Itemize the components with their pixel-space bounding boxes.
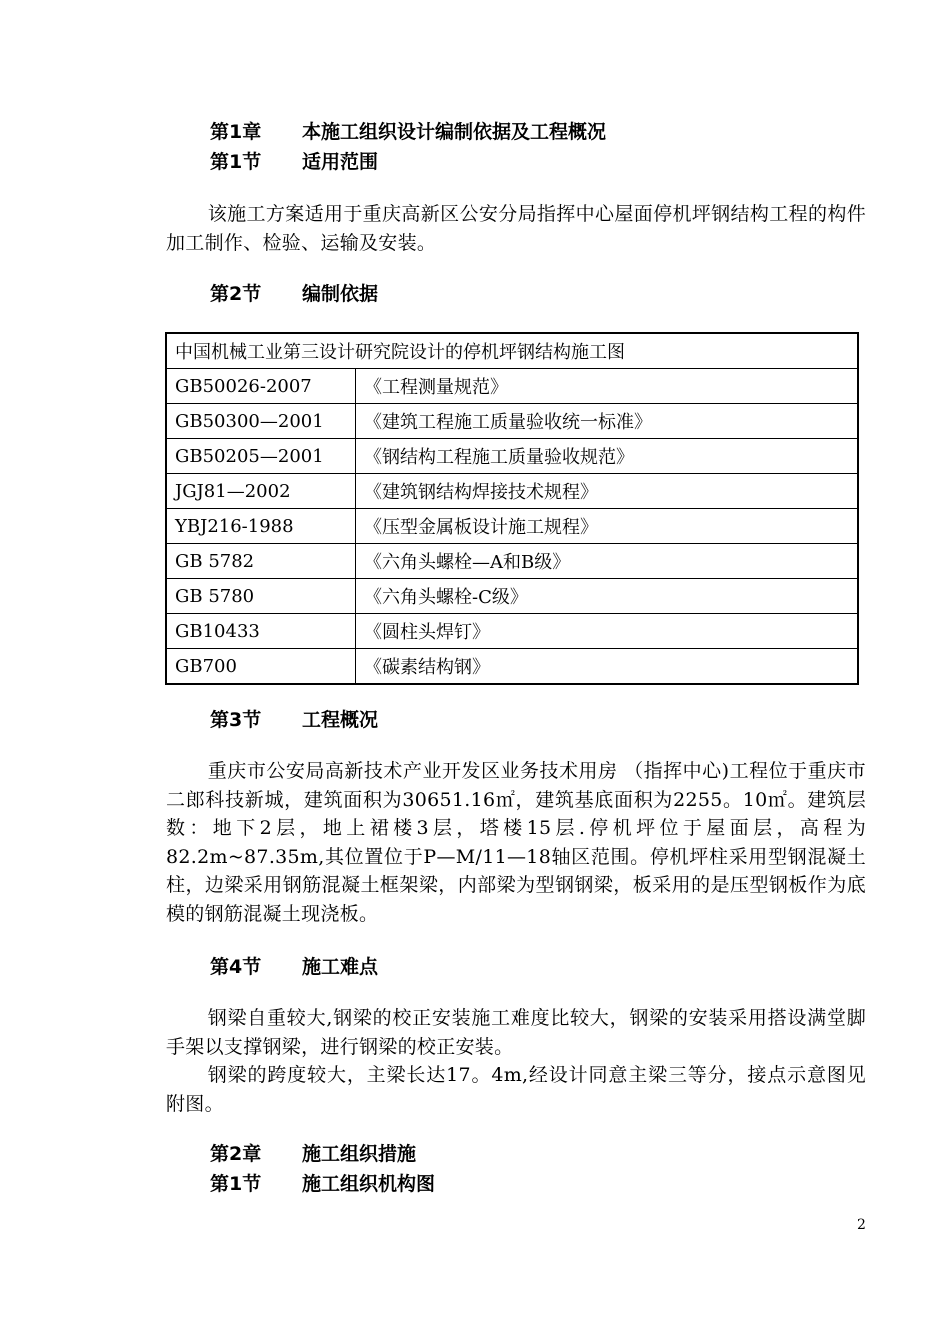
standard-name: 《圆柱头焊钉》 [356,614,859,649]
table-row [166,369,858,404]
difficulty-text-2: 钢梁的跨度较大，主梁长达17。4m,经设计同意主梁三等分，接点示意图见附图。 [166,1064,866,1115]
table-row [166,404,858,439]
standard-code: GB50300—2001 [166,404,356,439]
table-row [166,614,858,649]
standard-code: GB 5780 [166,579,356,614]
standard-code: GB700 [166,649,356,685]
scope-paragraph [166,200,866,257]
chapter-2-heading [210,1142,416,1166]
chapter-title: 本施工组织设计编制依据及工程概况 [302,121,607,143]
table-row [166,649,858,685]
table-row [166,579,858,614]
section-number: 第4节 [210,956,262,978]
section-overview-heading [210,708,378,732]
difficulty-paragraphs [166,1004,866,1118]
table-row [166,509,858,544]
section-difficulty-heading [210,955,378,979]
section-number: 第2节 [210,283,262,305]
difficulty-text-1: 钢梁自重较大,钢梁的校正安装施工难度比较大，钢梁的安装采用搭设满堂脚手架以支撑钢梁，进行钢梁的校正安装。 [166,1007,866,1058]
table-row [166,439,858,474]
section-number: 第3节 [210,709,262,731]
table-header-row [166,333,858,369]
standard-name: 《六角头螺栓-C级》 [356,579,859,614]
standard-name: 《建筑钢结构焊接技术规程》 [356,474,859,509]
standard-code: GB50026-2007 [166,369,356,404]
section-title: 工程概况 [302,709,379,731]
table-row [166,544,858,579]
standard-name: 《碳素结构钢》 [356,649,859,685]
table-header-cell: 中国机械工业第三设计研究院设计的停机坪钢结构施工图 [166,333,858,369]
standard-name: 《建筑工程施工质量验收统一标准》 [356,404,859,439]
standard-code: GB 5782 [166,544,356,579]
table-row [166,474,858,509]
overview-text: 重庆市公安局高新技术产业开发区业务技术用房 （指挥中心)工程位于重庆市二郎科技新城，建筑面积为30651.16㎡，建筑基底面积为2255。10㎡。建筑层数：地下2层，地上裙楼3层，塔楼15层.停机坪位于屋面层，高程为82.2m~87.35m,其位置位于P—M/11—18轴区范围。停机坪柱采用型钢混凝土柱，边梁采用钢筋混凝土框架梁，内部梁为型钢钢梁，板采用的是压型钢板作为底模的钢筋混凝土现浇板。 [166,760,866,925]
page-number: 2 [857,1217,866,1233]
scope-text: 该施工方案适用于重庆高新区公安分局指挥中心屋面停机坪钢结构工程的构件加工制作、检验、运输及安装。 [166,203,866,254]
section-number: 第1节 [210,151,262,173]
overview-paragraph [166,757,866,928]
standard-code: YBJ216-1988 [166,509,356,544]
section-title: 编制依据 [302,283,379,305]
section-basis-heading [210,282,378,306]
chapter-number: 第1章 [210,121,262,143]
section-title: 施工难点 [302,956,379,978]
standard-code: GB10433 [166,614,356,649]
chapter-number: 第2章 [210,1143,262,1165]
standard-name: 《六角头螺栓—A和B级》 [356,544,859,579]
standard-name: 《钢结构工程施工质量验收规范》 [356,439,859,474]
standard-name: 《工程测量规范》 [356,369,859,404]
reference-standards-table [165,332,859,685]
section-number: 第1节 [210,1173,262,1195]
chapter-title: 施工组织措施 [302,1143,417,1165]
chapter-1-heading [210,120,606,144]
section-scope-heading [210,150,378,174]
section-title: 适用范围 [302,151,379,173]
section-org-chart-heading [210,1172,435,1196]
standard-code: JGJ81—2002 [166,474,356,509]
standard-name: 《压型金属板设计施工规程》 [356,509,859,544]
section-title: 施工组织机构图 [302,1173,436,1195]
standard-code: GB50205—2001 [166,439,356,474]
